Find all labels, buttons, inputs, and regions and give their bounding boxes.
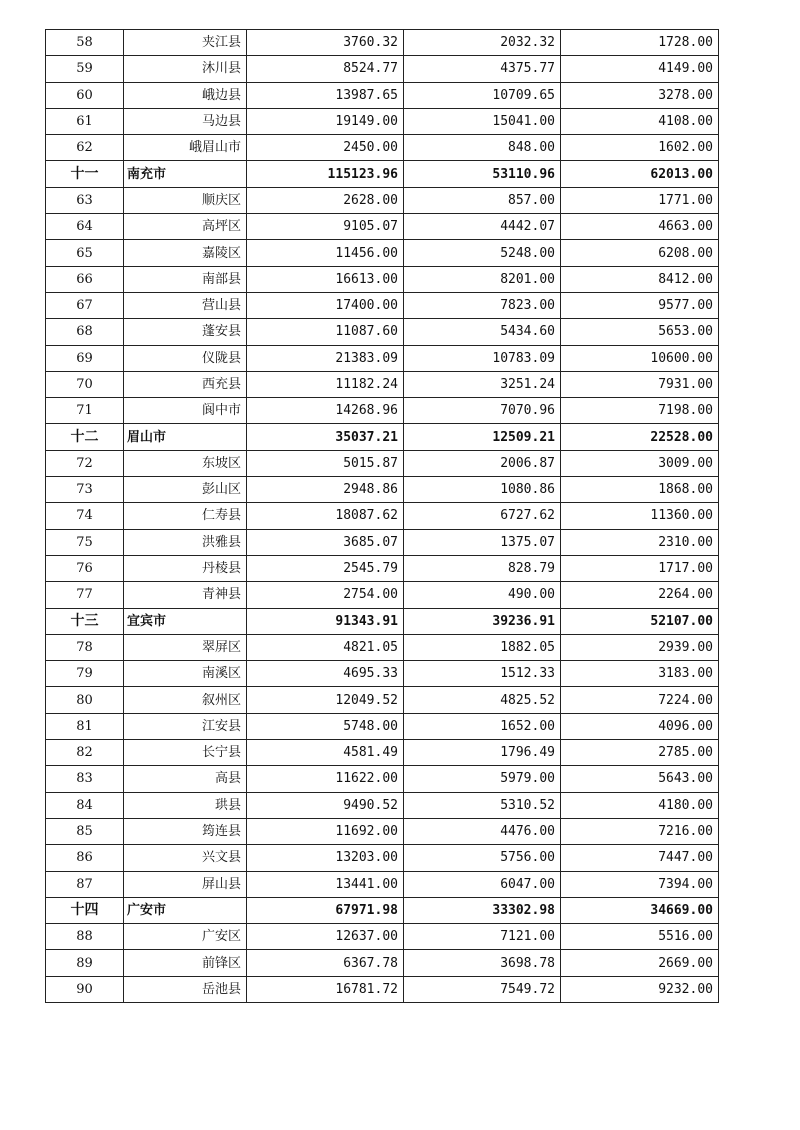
row-number-cell: 68 — [46, 319, 124, 345]
total-amount-cell: 2450.00 — [247, 135, 404, 161]
row-number-cell: 75 — [46, 529, 124, 555]
row-number-cell: 71 — [46, 398, 124, 424]
county-name-cell: 西充县 — [124, 371, 247, 397]
county-row — [46, 950, 719, 976]
total-amount-cell: 8524.77 — [247, 56, 404, 82]
total-amount-cell: 2948.86 — [247, 477, 404, 503]
amount-b-cell: 7216.00 — [561, 818, 719, 844]
row-number-cell: 63 — [46, 187, 124, 213]
row-number-cell: 59 — [46, 56, 124, 82]
amount-a-cell: 857.00 — [404, 187, 561, 213]
amount-b-cell: 9577.00 — [561, 292, 719, 318]
county-name-cell: 珙县 — [124, 792, 247, 818]
row-number-cell: 87 — [46, 871, 124, 897]
amount-b-cell: 4108.00 — [561, 108, 719, 134]
amount-b-cell: 62013.00 — [561, 161, 719, 187]
total-amount-cell: 11692.00 — [247, 818, 404, 844]
amount-a-cell: 1080.86 — [404, 477, 561, 503]
amount-b-cell: 3009.00 — [561, 450, 719, 476]
row-number-cell: 66 — [46, 266, 124, 292]
county-name-cell: 阆中市 — [124, 398, 247, 424]
amount-b-cell: 9232.00 — [561, 976, 719, 1002]
county-row — [46, 687, 719, 713]
amount-b-cell: 1868.00 — [561, 477, 719, 503]
table-body — [46, 30, 719, 1003]
row-number-cell: 73 — [46, 477, 124, 503]
row-number-cell: 65 — [46, 240, 124, 266]
amount-a-cell: 1796.49 — [404, 740, 561, 766]
amount-b-cell: 2785.00 — [561, 740, 719, 766]
amount-a-cell: 490.00 — [404, 582, 561, 608]
total-amount-cell: 13987.65 — [247, 82, 404, 108]
row-number-cell: 十四 — [46, 897, 124, 923]
county-row — [46, 477, 719, 503]
amount-a-cell: 4825.52 — [404, 687, 561, 713]
amount-a-cell: 5434.60 — [404, 319, 561, 345]
row-number-cell: 十二 — [46, 424, 124, 450]
county-row — [46, 398, 719, 424]
total-amount-cell: 14268.96 — [247, 398, 404, 424]
county-row — [46, 135, 719, 161]
total-amount-cell: 2754.00 — [247, 582, 404, 608]
total-amount-cell: 12637.00 — [247, 924, 404, 950]
amount-a-cell: 7121.00 — [404, 924, 561, 950]
total-amount-cell: 19149.00 — [247, 108, 404, 134]
amount-a-cell: 3251.24 — [404, 371, 561, 397]
county-row — [46, 292, 719, 318]
amount-a-cell: 5248.00 — [404, 240, 561, 266]
row-number-cell: 77 — [46, 582, 124, 608]
total-amount-cell: 16781.72 — [247, 976, 404, 1002]
amount-b-cell: 2669.00 — [561, 950, 719, 976]
amount-a-cell: 1375.07 — [404, 529, 561, 555]
amount-b-cell: 10600.00 — [561, 345, 719, 371]
amount-a-cell: 10709.65 — [404, 82, 561, 108]
county-name-cell: 长宁县 — [124, 740, 247, 766]
city-name-cell: 南充市 — [124, 161, 247, 187]
total-amount-cell: 5015.87 — [247, 450, 404, 476]
county-name-cell: 筠连县 — [124, 818, 247, 844]
row-number-cell: 82 — [46, 740, 124, 766]
amount-a-cell: 15041.00 — [404, 108, 561, 134]
amount-b-cell: 7931.00 — [561, 371, 719, 397]
amount-b-cell: 4180.00 — [561, 792, 719, 818]
county-row — [46, 634, 719, 660]
amount-b-cell: 6208.00 — [561, 240, 719, 266]
amount-a-cell: 7823.00 — [404, 292, 561, 318]
county-name-cell: 兴文县 — [124, 845, 247, 871]
amount-b-cell: 3183.00 — [561, 661, 719, 687]
county-row — [46, 976, 719, 1002]
amount-b-cell: 1728.00 — [561, 30, 719, 56]
county-name-cell: 仪陇县 — [124, 345, 247, 371]
county-name-cell: 蓬安县 — [124, 319, 247, 345]
amount-a-cell: 8201.00 — [404, 266, 561, 292]
city-subtotal-row — [46, 608, 719, 634]
amount-a-cell: 12509.21 — [404, 424, 561, 450]
county-row — [46, 924, 719, 950]
county-row — [46, 503, 719, 529]
row-number-cell: 70 — [46, 371, 124, 397]
county-row — [46, 345, 719, 371]
row-number-cell: 十三 — [46, 608, 124, 634]
amount-a-cell: 10783.09 — [404, 345, 561, 371]
amount-a-cell: 4442.07 — [404, 214, 561, 240]
row-number-cell: 86 — [46, 845, 124, 871]
amount-b-cell: 4149.00 — [561, 56, 719, 82]
amount-b-cell: 5516.00 — [561, 924, 719, 950]
amount-b-cell: 7198.00 — [561, 398, 719, 424]
total-amount-cell: 3685.07 — [247, 529, 404, 555]
row-number-cell: 79 — [46, 661, 124, 687]
amount-b-cell: 7224.00 — [561, 687, 719, 713]
amount-b-cell: 1717.00 — [561, 555, 719, 581]
county-name-cell: 南溪区 — [124, 661, 247, 687]
county-row — [46, 792, 719, 818]
county-name-cell: 南部县 — [124, 266, 247, 292]
county-name-cell: 江安县 — [124, 713, 247, 739]
amount-b-cell: 2939.00 — [561, 634, 719, 660]
total-amount-cell: 18087.62 — [247, 503, 404, 529]
amount-a-cell: 53110.96 — [404, 161, 561, 187]
county-row — [46, 555, 719, 581]
amount-a-cell: 848.00 — [404, 135, 561, 161]
amount-a-cell: 1512.33 — [404, 661, 561, 687]
amount-b-cell: 7447.00 — [561, 845, 719, 871]
city-name-cell: 眉山市 — [124, 424, 247, 450]
row-number-cell: 64 — [46, 214, 124, 240]
county-name-cell: 沐川县 — [124, 56, 247, 82]
row-number-cell: 85 — [46, 818, 124, 844]
county-name-cell: 高坪区 — [124, 214, 247, 240]
county-name-cell: 高县 — [124, 766, 247, 792]
county-row — [46, 450, 719, 476]
total-amount-cell: 17400.00 — [247, 292, 404, 318]
county-row — [46, 266, 719, 292]
amount-b-cell: 34669.00 — [561, 897, 719, 923]
amount-a-cell: 5310.52 — [404, 792, 561, 818]
row-number-cell: 61 — [46, 108, 124, 134]
amount-a-cell: 2032.32 — [404, 30, 561, 56]
amount-a-cell: 1882.05 — [404, 634, 561, 660]
county-row — [46, 214, 719, 240]
county-name-cell: 马边县 — [124, 108, 247, 134]
county-row — [46, 56, 719, 82]
row-number-cell: 69 — [46, 345, 124, 371]
county-name-cell: 嘉陵区 — [124, 240, 247, 266]
row-number-cell: 78 — [46, 634, 124, 660]
amount-a-cell: 4476.00 — [404, 818, 561, 844]
total-amount-cell: 4581.49 — [247, 740, 404, 766]
city-subtotal-row — [46, 424, 719, 450]
county-name-cell: 营山县 — [124, 292, 247, 318]
amount-a-cell: 5756.00 — [404, 845, 561, 871]
total-amount-cell: 115123.96 — [247, 161, 404, 187]
total-amount-cell: 4821.05 — [247, 634, 404, 660]
total-amount-cell: 11456.00 — [247, 240, 404, 266]
county-name-cell: 顺庆区 — [124, 187, 247, 213]
county-row — [46, 319, 719, 345]
row-number-cell: 67 — [46, 292, 124, 318]
amount-a-cell: 7549.72 — [404, 976, 561, 1002]
total-amount-cell: 2545.79 — [247, 555, 404, 581]
total-amount-cell: 2628.00 — [247, 187, 404, 213]
total-amount-cell: 12049.52 — [247, 687, 404, 713]
total-amount-cell: 6367.78 — [247, 950, 404, 976]
county-row — [46, 187, 719, 213]
amount-b-cell: 5653.00 — [561, 319, 719, 345]
city-subtotal-row — [46, 897, 719, 923]
amount-a-cell: 7070.96 — [404, 398, 561, 424]
county-name-cell: 洪雅县 — [124, 529, 247, 555]
county-name-cell: 仁寿县 — [124, 503, 247, 529]
row-number-cell: 80 — [46, 687, 124, 713]
row-number-cell: 81 — [46, 713, 124, 739]
amount-b-cell: 4663.00 — [561, 214, 719, 240]
county-name-cell: 前锋区 — [124, 950, 247, 976]
amount-a-cell: 1652.00 — [404, 713, 561, 739]
county-name-cell: 峨边县 — [124, 82, 247, 108]
county-name-cell: 叙州区 — [124, 687, 247, 713]
total-amount-cell: 16613.00 — [247, 266, 404, 292]
total-amount-cell: 13441.00 — [247, 871, 404, 897]
county-row — [46, 82, 719, 108]
county-row — [46, 240, 719, 266]
amount-b-cell: 3278.00 — [561, 82, 719, 108]
county-row — [46, 713, 719, 739]
amount-b-cell: 4096.00 — [561, 713, 719, 739]
county-name-cell: 岳池县 — [124, 976, 247, 1002]
total-amount-cell: 9105.07 — [247, 214, 404, 240]
county-name-cell: 屏山县 — [124, 871, 247, 897]
total-amount-cell: 5748.00 — [247, 713, 404, 739]
amount-a-cell: 828.79 — [404, 555, 561, 581]
total-amount-cell: 13203.00 — [247, 845, 404, 871]
county-row — [46, 529, 719, 555]
amount-b-cell: 7394.00 — [561, 871, 719, 897]
row-number-cell: 90 — [46, 976, 124, 1002]
amount-a-cell: 33302.98 — [404, 897, 561, 923]
amount-b-cell: 5643.00 — [561, 766, 719, 792]
county-name-cell: 东坡区 — [124, 450, 247, 476]
total-amount-cell: 11182.24 — [247, 371, 404, 397]
row-number-cell: 74 — [46, 503, 124, 529]
amount-a-cell: 3698.78 — [404, 950, 561, 976]
total-amount-cell: 91343.91 — [247, 608, 404, 634]
county-name-cell: 广安区 — [124, 924, 247, 950]
row-number-cell: 72 — [46, 450, 124, 476]
county-name-cell: 峨眉山市 — [124, 135, 247, 161]
county-row — [46, 818, 719, 844]
county-row — [46, 740, 719, 766]
amount-b-cell: 11360.00 — [561, 503, 719, 529]
total-amount-cell: 11622.00 — [247, 766, 404, 792]
amount-b-cell: 8412.00 — [561, 266, 719, 292]
total-amount-cell: 35037.21 — [247, 424, 404, 450]
row-number-cell: 84 — [46, 792, 124, 818]
row-number-cell: 58 — [46, 30, 124, 56]
amount-b-cell: 22528.00 — [561, 424, 719, 450]
amount-a-cell: 39236.91 — [404, 608, 561, 634]
total-amount-cell: 21383.09 — [247, 345, 404, 371]
county-name-cell: 夹江县 — [124, 30, 247, 56]
amount-b-cell: 52107.00 — [561, 608, 719, 634]
county-name-cell: 彭山区 — [124, 477, 247, 503]
city-subtotal-row — [46, 161, 719, 187]
total-amount-cell: 3760.32 — [247, 30, 404, 56]
county-row — [46, 108, 719, 134]
row-number-cell: 76 — [46, 555, 124, 581]
total-amount-cell: 11087.60 — [247, 319, 404, 345]
row-number-cell: 89 — [46, 950, 124, 976]
county-row — [46, 845, 719, 871]
row-number-cell: 十一 — [46, 161, 124, 187]
total-amount-cell: 9490.52 — [247, 792, 404, 818]
county-row — [46, 871, 719, 897]
amount-b-cell: 1602.00 — [561, 135, 719, 161]
county-name-cell: 丹棱县 — [124, 555, 247, 581]
amount-a-cell: 6727.62 — [404, 503, 561, 529]
county-row — [46, 371, 719, 397]
county-row — [46, 661, 719, 687]
amount-a-cell: 5979.00 — [404, 766, 561, 792]
allocation-table — [45, 29, 719, 1003]
amount-b-cell: 1771.00 — [561, 187, 719, 213]
county-name-cell: 青神县 — [124, 582, 247, 608]
row-number-cell: 83 — [46, 766, 124, 792]
city-name-cell: 广安市 — [124, 897, 247, 923]
amount-a-cell: 6047.00 — [404, 871, 561, 897]
county-name-cell: 翠屏区 — [124, 634, 247, 660]
row-number-cell: 60 — [46, 82, 124, 108]
county-row — [46, 30, 719, 56]
amount-b-cell: 2264.00 — [561, 582, 719, 608]
row-number-cell: 62 — [46, 135, 124, 161]
amount-a-cell: 2006.87 — [404, 450, 561, 476]
county-row — [46, 582, 719, 608]
amount-b-cell: 2310.00 — [561, 529, 719, 555]
row-number-cell: 88 — [46, 924, 124, 950]
total-amount-cell: 67971.98 — [247, 897, 404, 923]
county-row — [46, 766, 719, 792]
total-amount-cell: 4695.33 — [247, 661, 404, 687]
amount-a-cell: 4375.77 — [404, 56, 561, 82]
city-name-cell: 宜宾市 — [124, 608, 247, 634]
